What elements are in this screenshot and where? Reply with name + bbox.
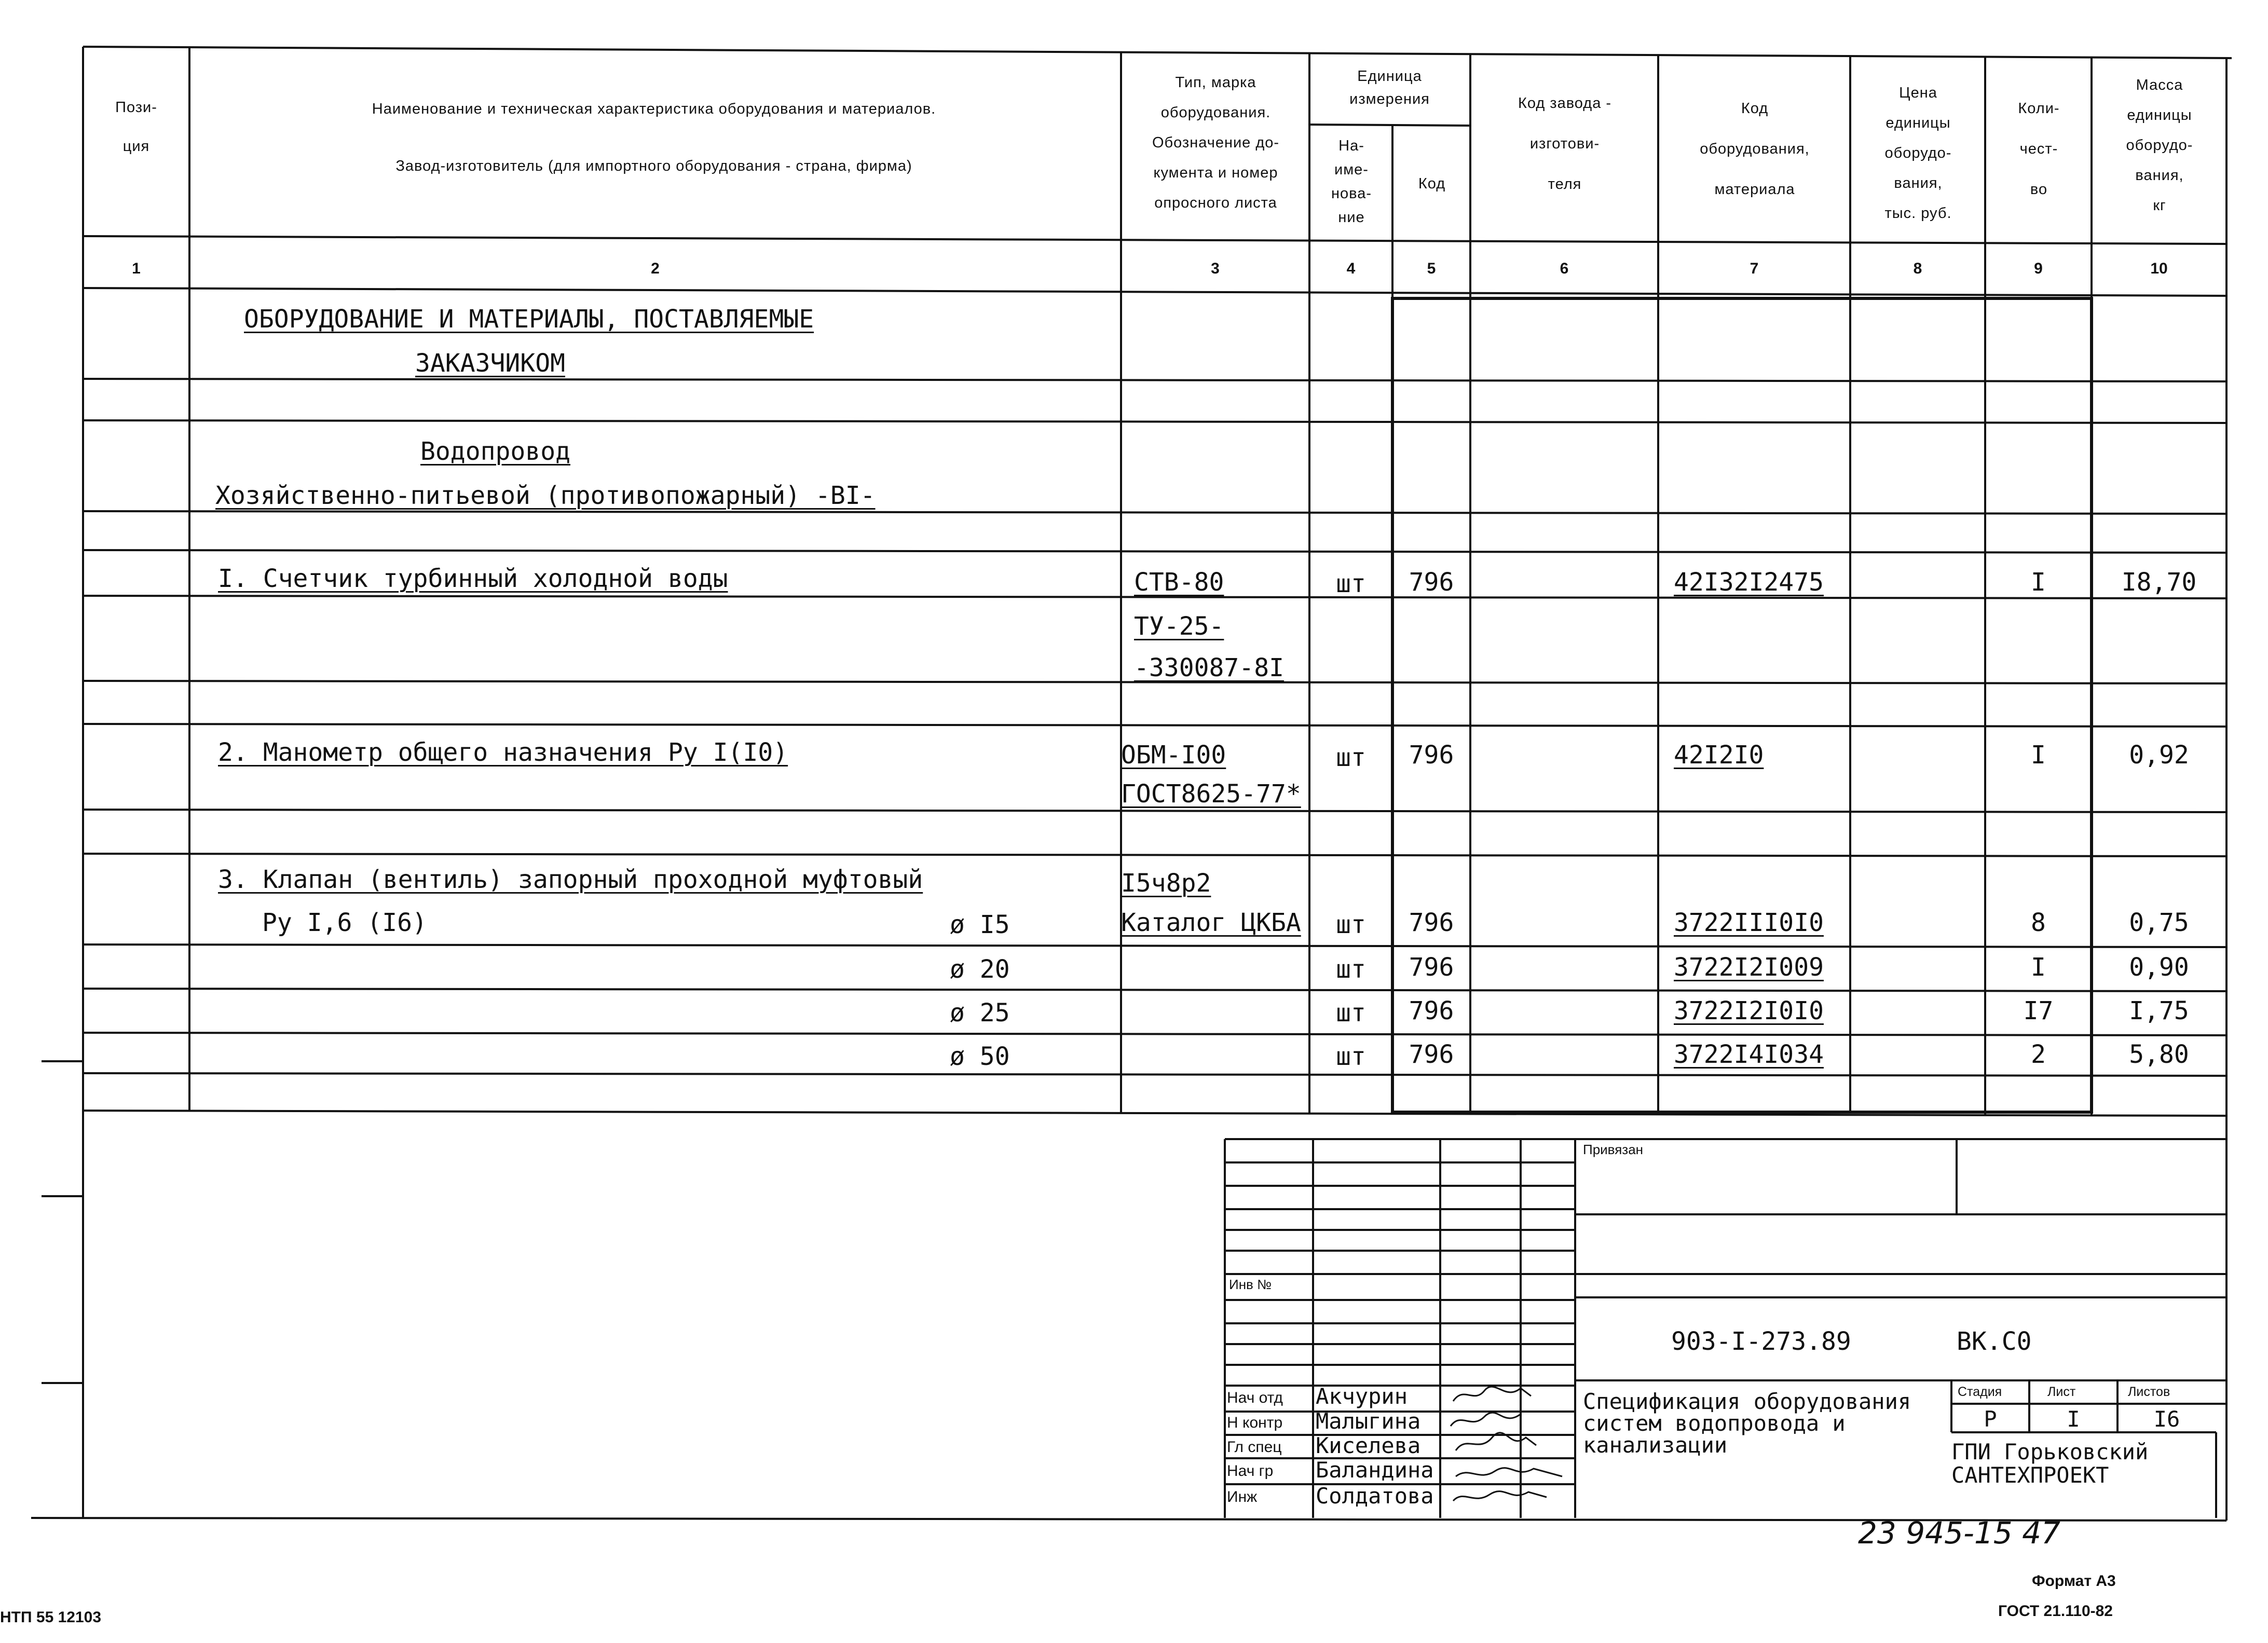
footer-handwritten-number: 23 945-15 47 [1858, 1515, 2060, 1551]
tb-stage: Р [1984, 1406, 1997, 1432]
tb-doc-code: 903-I-273.89 [1671, 1327, 1851, 1356]
item-3d-diameter: ø 50 [950, 1042, 1010, 1071]
item-3d-equip-code: 3722I4I034 [1674, 1040, 1824, 1069]
header-type: Тип, марка оборудования. Обозначение до- кумента и номер опросного листа [1152, 74, 1280, 211]
tb-name-1: Акчурин [1316, 1384, 1408, 1409]
tb-role-3: Гл спец [1227, 1439, 1282, 1456]
tb-inv-label: Инв № [1229, 1277, 1272, 1292]
tb-name-2: Малыгина [1316, 1408, 1421, 1434]
item-3d-code: 796 [1409, 1040, 1454, 1069]
col-number-8: 8 [1913, 260, 1922, 277]
item-3a-mass: 0,75 [2129, 908, 2189, 937]
col-number-10: 10 [2150, 260, 2168, 277]
tb-sheet: I [2067, 1406, 2080, 1432]
col-number-6: 6 [1560, 260, 1569, 277]
signatures [1443, 1380, 1578, 1521]
tb-role-4: Нач гр [1227, 1462, 1274, 1480]
item-3c-code: 796 [1409, 996, 1454, 1025]
header-name-line1: Наименование и техническая характеристика оборудования и материалов. [372, 101, 936, 117]
item-3a-code: 796 [1409, 908, 1454, 937]
header-name-line2: Завод-изготовитель (для импортного оборудования - страна, фирма) [395, 158, 912, 174]
footer-gost: ГОСТ 21.110-82 [1998, 1603, 2113, 1620]
item-1-code: 796 [1409, 568, 1454, 597]
tb-role-5: Инж [1227, 1488, 1258, 1505]
item-1-spec-line2: -330087-8I [1134, 653, 1284, 682]
tb-organization-line2: САНТЕХПРОЕКТ [1951, 1462, 2109, 1488]
tb-role-2: Н контр [1227, 1414, 1283, 1431]
col-number-9: 9 [2034, 260, 2043, 277]
tb-name-4: Баландина [1316, 1457, 1434, 1483]
header-unit-code: Код [1418, 175, 1446, 192]
col-number-1: 1 [132, 260, 141, 277]
item-3-pressure: Ру I,6 (I6) [262, 908, 427, 937]
header-equipment-code: Код оборудования, материала [1700, 100, 1810, 198]
item-3b-unit: шт [1336, 955, 1366, 984]
item-3a-equip-code: 3722III0I0 [1674, 908, 1824, 937]
item-3a-qty: 8 [2031, 908, 2046, 937]
item-3c-equip-code: 3722I2I0I0 [1674, 996, 1824, 1025]
item-1-type: СТВ-80 [1134, 568, 1224, 597]
footer-left-code: НТП 55 12103 [0, 1609, 102, 1626]
item-3b-qty: I [2031, 953, 2046, 982]
header-position: Пози- ция [115, 99, 157, 155]
item-3a-type: Каталог ЦКБА [1121, 908, 1301, 937]
item-2-code: 796 [1409, 741, 1454, 770]
item-3c-diameter: ø 25 [950, 998, 1010, 1028]
tb-sheets-label: Листов [2128, 1385, 2170, 1399]
item-3-type: I5ч8р2 [1121, 869, 1211, 898]
section-subtitle: Водопровод [420, 437, 570, 466]
item-3c-mass: I,75 [2129, 996, 2189, 1025]
header-unit-name: На- име- нова- ние [1331, 138, 1372, 226]
col-number-3: 3 [1211, 260, 1220, 277]
tb-sheet-label: Лист [2047, 1385, 2076, 1399]
header-factory-code: Код завода - изготови- теля [1518, 95, 1612, 193]
col-number-2: 2 [651, 260, 660, 277]
tb-name-3: Киселева [1316, 1433, 1421, 1458]
item-1-qty: I [2031, 568, 2046, 597]
header-quantity: Коли- чест- во [2018, 100, 2060, 198]
item-3b-code: 796 [1409, 953, 1454, 982]
item-2-qty: I [2031, 741, 2046, 770]
item-1-equip-code: 42I32I2475 [1674, 568, 1824, 597]
tb-role-1: Нач отд [1227, 1389, 1283, 1406]
header-unit-group: Единица измерения [1349, 68, 1430, 107]
col-number-7: 7 [1750, 260, 1759, 277]
footer-format: Формат А3 [2032, 1572, 2116, 1590]
item-2-spec: ГОСТ8625-77* [1121, 779, 1301, 809]
item-2-type: ОБМ-I00 [1121, 741, 1226, 770]
item-3b-mass: 0,90 [2129, 953, 2189, 982]
item-3a-unit: шт [1336, 910, 1366, 939]
item-3-name: 3. Клапан (вентиль) запорный проходной муфтовый [218, 865, 923, 894]
item-1-unit: шт [1336, 569, 1366, 598]
item-3d-qty: 2 [2031, 1040, 2046, 1069]
tb-stage-label: Стадия [1958, 1385, 2002, 1399]
item-3c-unit: шт [1336, 998, 1366, 1028]
item-1-mass: I8,70 [2121, 568, 2197, 597]
item-3d-unit: шт [1336, 1042, 1366, 1071]
tb-mark: ВК.С0 [1957, 1327, 2032, 1356]
header-mass: Масса единицы оборудо- вания, кг [2126, 77, 2193, 214]
item-3d-mass: 5,80 [2129, 1040, 2189, 1069]
tb-privyazan-label: Привязан [1583, 1142, 1644, 1157]
tb-organization-line1: ГПИ Горьковский [1951, 1439, 2149, 1464]
item-3c-qty: I7 [2023, 996, 2054, 1025]
item-3b-equip-code: 3722I2I009 [1674, 953, 1824, 982]
item-2-mass: 0,92 [2129, 741, 2189, 770]
section-title-line1: ОБОРУДОВАНИЕ И МАТЕРИАЛЫ, ПОСТАВЛЯЕМЫЕ [244, 305, 814, 334]
section-title-line2: ЗАКАЗЧИКОМ [415, 349, 565, 378]
section-system: Хозяйственно-питьевой (противопожарный) -ВI- [215, 481, 876, 510]
tb-name-5: Солдатова [1316, 1483, 1434, 1509]
item-3b-diameter: ø 20 [950, 955, 1010, 984]
item-1-spec-line1: ТУ-25- [1134, 612, 1224, 641]
item-2-equip-code: 42I2I0 [1674, 741, 1764, 770]
col-number-5: 5 [1427, 260, 1436, 277]
tb-description: Спецификация оборудования систем водопровода и канализации [1583, 1389, 1911, 1458]
tb-sheets: I6 [2153, 1406, 2180, 1432]
header-price: Цена единицы оборудо- вания, тыс. руб. [1884, 85, 1952, 222]
item-1-name: I. Счетчик турбинный холодной воды [218, 564, 728, 593]
item-2-name: 2. Манометр общего назначения Ру I(I0) [218, 738, 788, 767]
item-2-unit: шт [1336, 743, 1366, 772]
col-number-4: 4 [1346, 260, 1356, 277]
item-3a-diameter: ø I5 [950, 910, 1010, 939]
